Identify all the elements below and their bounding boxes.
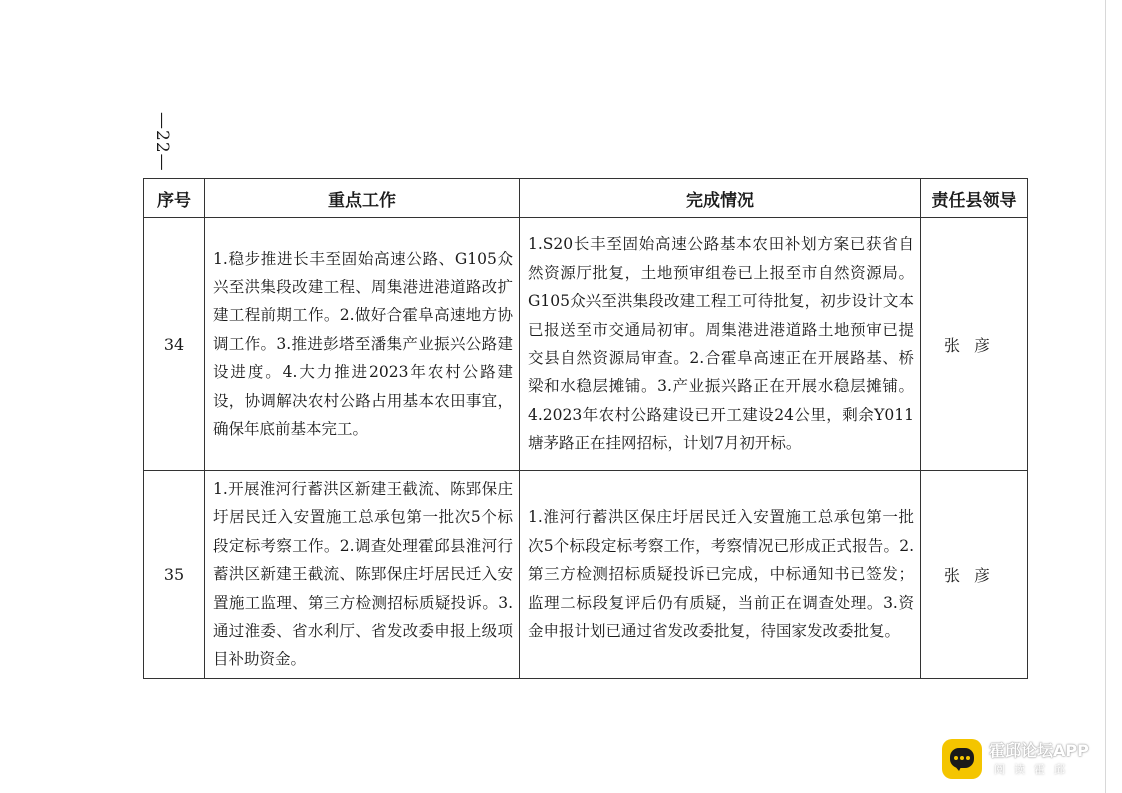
row-key-work: 1.稳步推进长丰至固始高速公路、G105众兴至洪集段改建工程、周集港进港道路改扩建工程前期工作。2.做好合霍阜高速地方协调工作。3.推进彭塔至潘集产业振兴公路建设进度。4.大力推进2023年农村公路建设，协调解决农村公路占用基本农田事宜，确保年底前基本完工。 bbox=[213, 249, 513, 439]
header-index: 序号 bbox=[144, 179, 205, 218]
row-index: 35 bbox=[144, 471, 205, 679]
row-status: 1.S20长丰至固始高速公路基本农田补划方案已获省自然资源厅批复，土地预审组卷已上报至市自然资源局。G105众兴至洪集段改建工程工可待批复，初步设计文本已报送至市交通局初审。周集港进港道路土地预审已提交县自然资源局审查。2.合霍阜高速正在开展路基、桥梁和水稳层摊铺。3.产业振兴路正在开展水稳层摊铺。4.2023年农村公路建设已开工建设24公里，剩余Y011塘茅路正在挂网招标，计划7月初开标。 bbox=[528, 235, 914, 453]
page-edge-line bbox=[1105, 0, 1106, 793]
watermark-subtitle: 阅读霍邱 bbox=[994, 763, 1074, 776]
watermark-title: 霍邱论坛APP bbox=[989, 741, 1089, 760]
table-row bbox=[144, 471, 1028, 679]
table-row bbox=[144, 218, 1028, 471]
chat-bubble-logo-icon bbox=[942, 739, 982, 779]
work-progress-table bbox=[143, 178, 1028, 679]
header-status: 完成情况 bbox=[520, 179, 921, 218]
header-key-work: 重点工作 bbox=[205, 179, 520, 218]
row-leader: 张彦 bbox=[921, 471, 1028, 679]
row-key-work-cell bbox=[205, 471, 520, 679]
row-leader: 张彦 bbox=[921, 218, 1028, 471]
page-number: —22— bbox=[152, 112, 172, 172]
row-status: 1.淮河行蓄洪区保庄圩居民迁入安置施工总承包第一批次5个标段定标考察工作，考察情况已形成正式报告。2.第三方检测招标质疑投诉已完成，中标通知书已签发；监理二标段复评后仍有质疑，当前正在调查处理。3.资金申报计划已通过省发改委批复，待国家发改委批复。 bbox=[528, 508, 914, 641]
row-key-work-cell bbox=[205, 218, 520, 471]
row-status-cell bbox=[520, 471, 921, 679]
row-key-work: 1.开展淮河行蓄洪区新建王截流、陈郢保庄圩居民迁入安置施工总承包第一批次5个标段定标考察工作。2.调查处理霍邱县淮河行蓄洪区新建王截流、陈郢保庄圩居民迁入安置施工监理、第三方检测招标质疑投诉。3.通过淮委、省水利厅、省发改委申报上级项目补助资金。 bbox=[213, 480, 513, 669]
table-header-row bbox=[144, 179, 1028, 218]
app-watermark bbox=[942, 737, 1092, 781]
row-status-cell bbox=[520, 218, 921, 471]
header-leader: 责任县领导 bbox=[921, 179, 1028, 218]
row-index: 34 bbox=[144, 218, 205, 471]
